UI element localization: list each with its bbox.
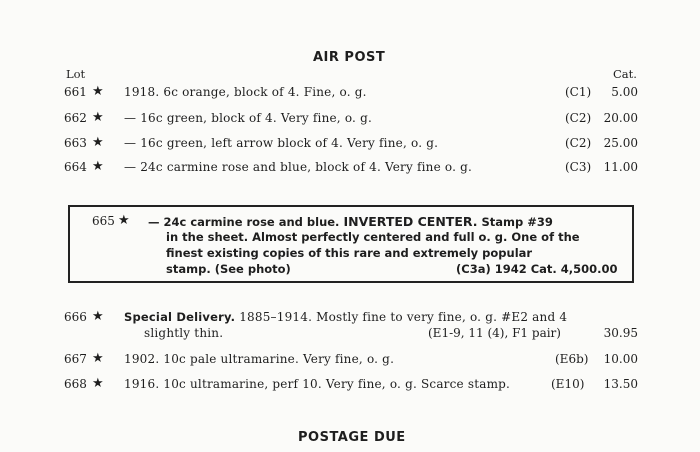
catalog-price: 25.00 bbox=[603, 136, 638, 150]
star-icon: ★ bbox=[92, 135, 104, 150]
section-heading-air-post: AIR POST bbox=[313, 50, 386, 65]
catalog-number: (C1) bbox=[565, 85, 592, 99]
catalog-number: (C3) bbox=[565, 160, 592, 174]
lot-number: 663 bbox=[64, 136, 87, 150]
star-icon: ★ bbox=[92, 110, 104, 125]
star-icon: ★ bbox=[92, 309, 104, 324]
cat-column-label: Cat. bbox=[613, 67, 637, 81]
featured-line-1c: Stamp #39 bbox=[481, 215, 553, 229]
lot-number: 666 bbox=[64, 310, 87, 324]
lot-number: 668 bbox=[64, 377, 87, 391]
catalog-price: 10.00 bbox=[603, 352, 638, 366]
catalog-price: 5.00 bbox=[611, 85, 638, 99]
catalog-price: 30.95 bbox=[603, 326, 638, 340]
catalog-number: (C2) bbox=[565, 136, 592, 150]
special-line-1 bbox=[124, 310, 567, 324]
star-icon: ★ bbox=[92, 351, 104, 366]
catalog-number: (E10) bbox=[551, 377, 585, 391]
lot-description: — 16c green, block of 4. Very fine, o. g. bbox=[124, 111, 372, 125]
catalog-price: 20.00 bbox=[603, 111, 638, 125]
lot-description: — 24c carmine rose and blue, block of 4. Very fine o. g. bbox=[124, 160, 473, 174]
lot-number: 661 bbox=[64, 85, 87, 99]
star-icon: ★ bbox=[118, 213, 130, 228]
star-icon: ★ bbox=[92, 84, 104, 99]
featured-line-4a: stamp. (See photo) bbox=[166, 262, 291, 276]
lot-number: 662 bbox=[64, 111, 87, 125]
catalog-number: (E1-9, 11 (4), F1 pair) bbox=[428, 326, 561, 340]
featured-catalog: (C3a) 1942 Cat. 4,500.00 bbox=[456, 262, 618, 276]
special-title: Special Delivery. bbox=[124, 310, 236, 324]
lot-description: 1916. 10c ultramarine, perf 10. Very fine, o. g. Scarce stamp. bbox=[124, 377, 511, 391]
catalog-price: 11.00 bbox=[603, 160, 638, 174]
star-icon: ★ bbox=[92, 159, 104, 174]
lot-description: 1902. 10c pale ultramarine. Very fine, o. g. bbox=[124, 352, 395, 366]
featured-line-1 bbox=[148, 214, 553, 229]
inverted-center-label: INVERTED CENTER. bbox=[343, 214, 478, 229]
lot-description: — 16c green, left arrow block of 4. Very fine, o. g. bbox=[124, 136, 439, 150]
featured-line-1a: — 24c carmine rose and blue. bbox=[148, 215, 340, 229]
catalog-price: 13.50 bbox=[603, 377, 638, 391]
star-icon: ★ bbox=[92, 376, 104, 391]
lot-description: 1918. 6c orange, block of 4. Fine, o. g. bbox=[124, 85, 367, 99]
lot-number: 667 bbox=[64, 352, 87, 366]
special-line-2: slightly thin. bbox=[144, 326, 224, 340]
lot-column-label: Lot bbox=[66, 67, 86, 81]
catalog-number: (C2) bbox=[565, 111, 592, 125]
special-text: 1885–1914. Mostly fine to very fine, o. g. #E2 and 4 bbox=[239, 310, 568, 324]
lot-number: 664 bbox=[64, 160, 87, 174]
featured-line-2: in the sheet. Almost perfectly centered and full o. g. One of the bbox=[166, 230, 580, 244]
featured-line-3: finest existing copies of this rare and extremely popular bbox=[166, 246, 533, 260]
lot-number: 665 bbox=[92, 214, 115, 228]
section-heading-postage-due: POSTAGE DUE bbox=[298, 430, 406, 445]
catalog-number: (E6b) bbox=[555, 352, 589, 366]
